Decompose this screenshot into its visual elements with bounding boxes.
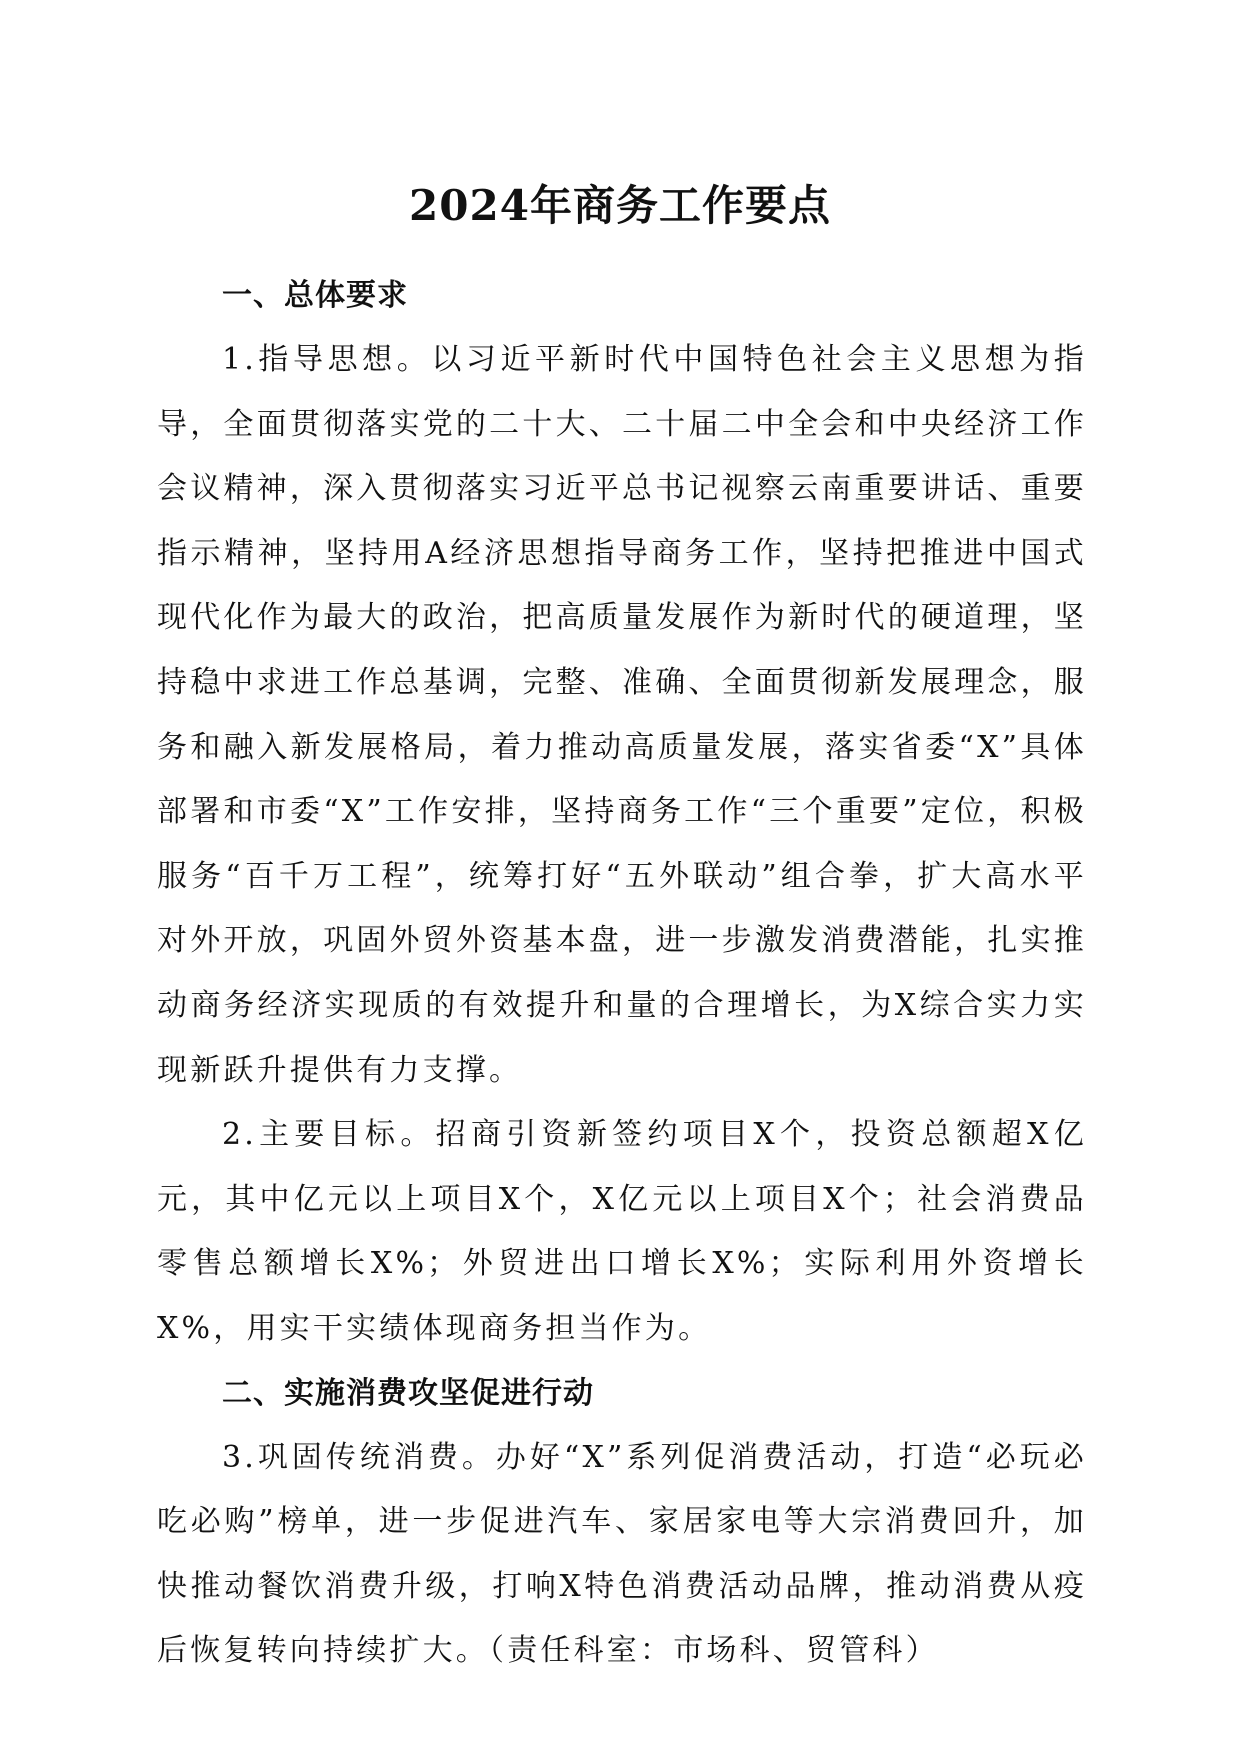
document-title: 2024年商务工作要点: [409, 181, 831, 230]
section-heading-consumption-action: 二、实施消费攻坚促进行动: [222, 1375, 594, 1411]
paragraph-traditional-consumption: 3.巩固传统消费。办好“X”系列促消费活动，打造“必玩必吃必购”榜单，进一步促进汽车、家居家电等大宗消费回升，加快推动餐饮消费升级，打响X特色消费活动品牌，推动消费从疫后恢复转向持续扩大。（责任科室：市场科、贸管科）: [157, 1439, 1087, 1669]
paragraph-guiding-ideology: 1.指导思想。以习近平新时代中国特色社会主义思想为指导，全面贯彻落实党的二十大、二十届二中全会和中央经济工作会议精神，深入贯彻落实习近平总书记视察云南重要讲话、重要指示精神，坚持用A经济思想指导商务工作，坚持把推进中国式现代化作为最大的政治，把高质量发展作为新时代的硬道理，坚持稳中求进工作总基调，完整、准确、全面贯彻新发展理念，服务和融入新发展格局，着力推动高质量发展，落实省委“X”具体部署和市委“X”工作安排，坚持商务工作“三个重要”定位，积极服务“百千万工程”，统筹打好“五外联动”组合拳，扩大高水平对外开放，巩固外贸外资基本盘，进一步激发消费潜能，扎实推动商务经济实现质的有效提升和量的合理增长，为X综合实力实现新跃升提供有力支撑。: [157, 342, 1087, 1088]
paragraph-main-targets: 2.主要目标。招商引资新签约项目X个，投资总额超X亿元，其中亿元以上项目X个，X亿元以上项目X个；社会消费品零售总额增长X%；外贸进出口增长X%；实际利用外资增长X%，用实干实绩体现商务担当作为。: [157, 1117, 1087, 1346]
section-heading-general-requirements: 一、总体要求: [222, 278, 408, 313]
document-body: [157, 264, 1087, 1684]
